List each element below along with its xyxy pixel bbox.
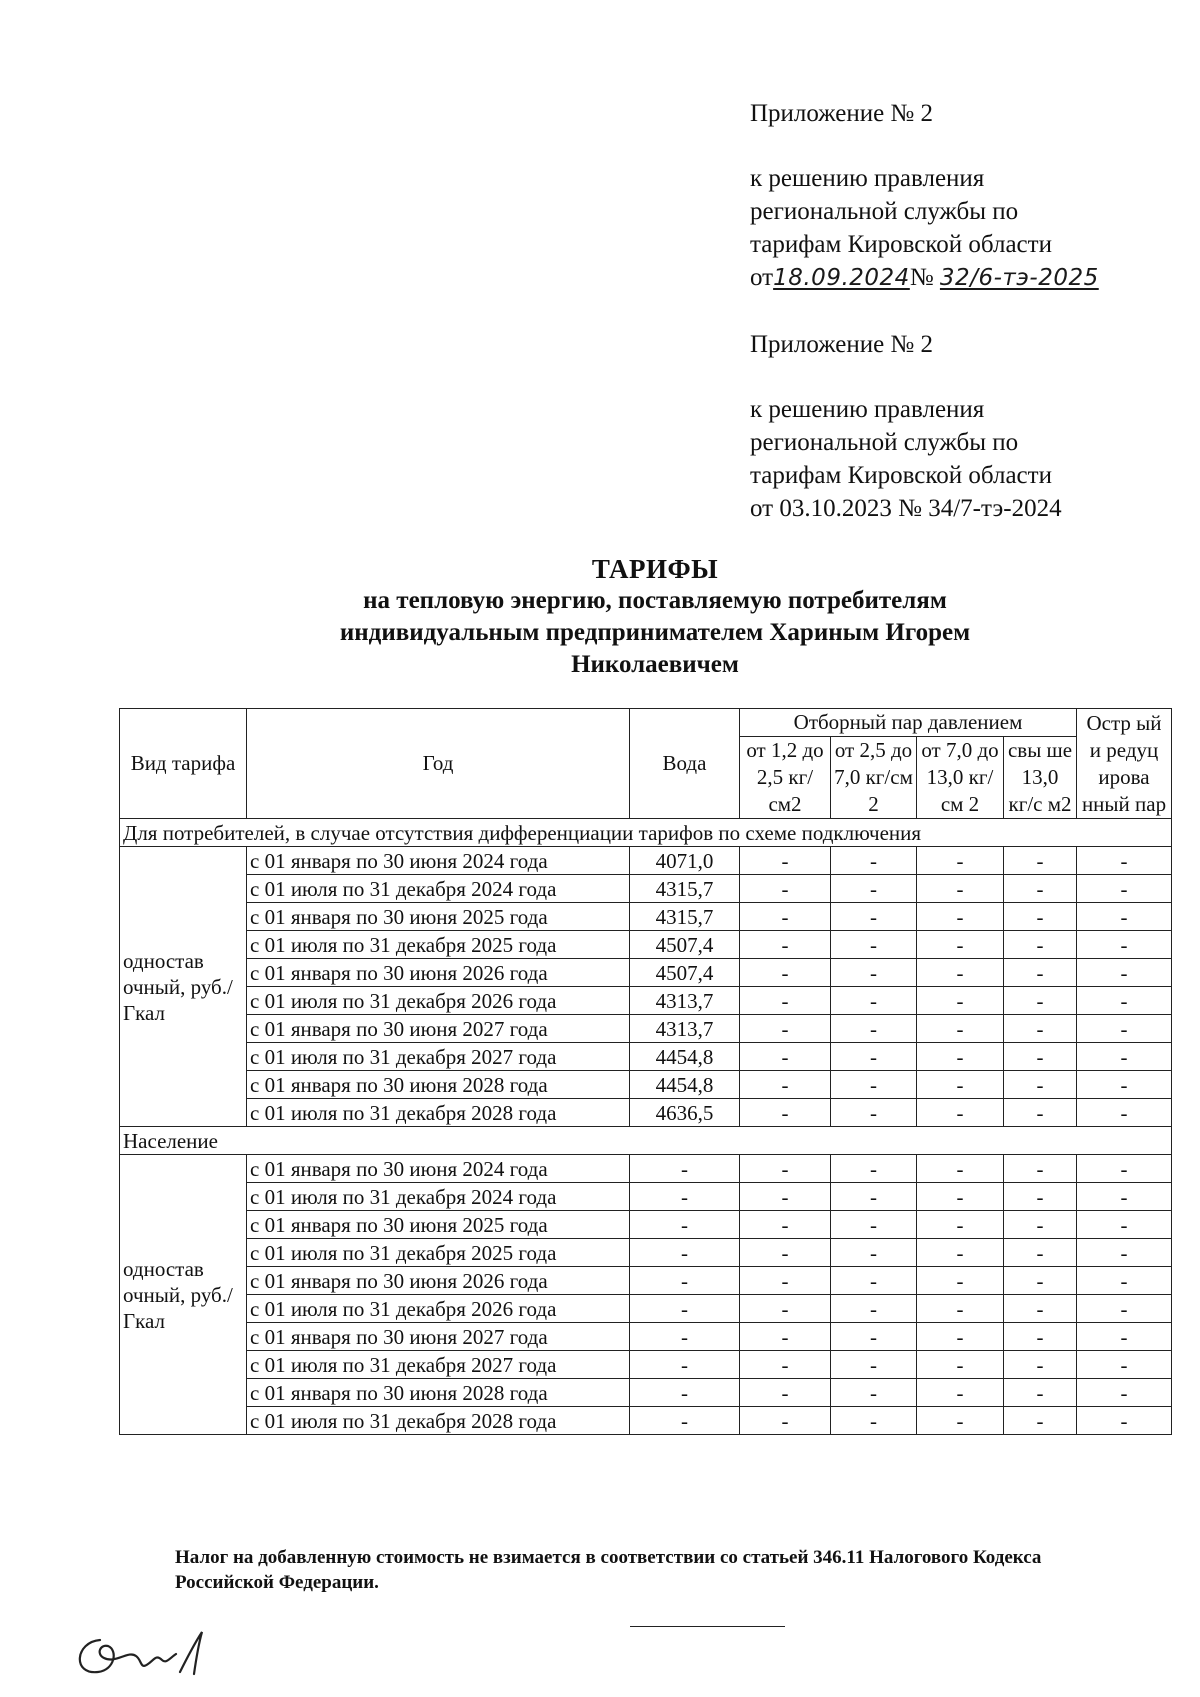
header-steam-4: свы ше 13,0 кг/с м2	[1004, 737, 1077, 819]
sharp-steam-cell: -	[1077, 1239, 1172, 1267]
water-cell: -	[630, 1155, 740, 1183]
water-cell: -	[630, 1379, 740, 1407]
table-row	[120, 1015, 1172, 1043]
period-cell: с 01 января по 30 июня 2025 года	[247, 1211, 630, 1239]
steam-1-cell: -	[740, 1099, 831, 1127]
steam-3-cell: -	[917, 1043, 1004, 1071]
title-line: индивидуальным предпринимателем Хариным Игорем	[339, 619, 971, 646]
header-steam-1: от 1,2 до 2,5 кг/см2	[740, 737, 831, 819]
table-row	[120, 875, 1172, 903]
header-steam-2: от 2,5 до 7,0 кг/см 2	[831, 737, 917, 819]
steam-4-cell: -	[1004, 1211, 1077, 1239]
tariff-kind-cell: одностав очный, руб./Гкал	[120, 847, 247, 1127]
steam-1-cell: -	[740, 1379, 831, 1407]
steam-4-cell: -	[1004, 1071, 1077, 1099]
steam-3-cell: -	[917, 903, 1004, 931]
steam-3-cell: -	[917, 1239, 1004, 1267]
footnote-line: Налог на добавленную стоимость не взимается в соответствии со статьей 346.11 Налогового Кодекса	[175, 1547, 1042, 1568]
annex-line: тарифам Кировской области	[750, 462, 1052, 489]
header-steam-group: Отборный пар давлением	[740, 709, 1077, 737]
title-line: Николаевичем	[571, 651, 739, 678]
table-row	[120, 1407, 1172, 1435]
table-row	[120, 1351, 1172, 1379]
annex-date-line	[750, 261, 1170, 295]
steam-1-cell: -	[740, 1183, 831, 1211]
steam-1-cell: -	[740, 1239, 831, 1267]
section-general	[120, 819, 1172, 1127]
annex-line: к решению правления	[750, 396, 985, 423]
steam-2-cell: -	[831, 1211, 917, 1239]
table-row	[120, 1239, 1172, 1267]
table-row	[120, 903, 1172, 931]
section-title: Для потребителей, в случае отсутствия дифференциации тарифов по схеме подключения	[120, 819, 1172, 847]
steam-4-cell: -	[1004, 931, 1077, 959]
number-prefix: №	[909, 264, 934, 291]
steam-1-cell: -	[740, 847, 831, 875]
section-title: Население	[120, 1127, 1172, 1155]
period-cell: с 01 июля по 31 декабря 2025 года	[247, 1239, 630, 1267]
annex-line: к решению правления	[750, 165, 985, 192]
water-cell: 4071,0	[630, 847, 740, 875]
steam-1-cell: -	[740, 1071, 831, 1099]
table-row	[120, 1071, 1172, 1099]
tariff-kind-cell: одностав очный, руб./Гкал	[120, 1155, 247, 1435]
period-cell: с 01 июля по 31 декабря 2024 года	[247, 1183, 630, 1211]
sharp-steam-cell: -	[1077, 1379, 1172, 1407]
period-cell: с 01 января по 30 июня 2026 года	[247, 959, 630, 987]
steam-4-cell: -	[1004, 1267, 1077, 1295]
steam-3-cell: -	[917, 1211, 1004, 1239]
annex-line: региональной службы по	[750, 429, 1019, 456]
steam-3-cell: -	[917, 1015, 1004, 1043]
steam-3-cell: -	[917, 1099, 1004, 1127]
steam-2-cell: -	[831, 959, 917, 987]
steam-1-cell: -	[740, 1043, 831, 1071]
steam-1-cell: -	[740, 931, 831, 959]
water-cell: -	[630, 1323, 740, 1351]
sharp-steam-cell: -	[1077, 1071, 1172, 1099]
steam-4-cell: -	[1004, 1239, 1077, 1267]
water-cell: -	[630, 1183, 740, 1211]
steam-4-cell: -	[1004, 1323, 1077, 1351]
period-cell: с 01 января по 30 июня 2024 года	[247, 1155, 630, 1183]
header-kind: Вид тарифа	[120, 709, 247, 819]
steam-2-cell: -	[831, 1155, 917, 1183]
period-cell: с 01 июля по 31 декабря 2027 года	[247, 1351, 630, 1379]
steam-2-cell: -	[831, 1407, 917, 1435]
steam-4-cell: -	[1004, 1351, 1077, 1379]
steam-1-cell: -	[740, 1267, 831, 1295]
steam-4-cell: -	[1004, 875, 1077, 903]
steam-3-cell: -	[917, 1379, 1004, 1407]
steam-3-cell: -	[917, 1267, 1004, 1295]
steam-2-cell: -	[831, 987, 917, 1015]
steam-1-cell: -	[740, 875, 831, 903]
sharp-steam-cell: -	[1077, 987, 1172, 1015]
handwritten-number: 32/6-тэ-2025	[939, 265, 1099, 291]
sharp-steam-cell: -	[1077, 1323, 1172, 1351]
steam-4-cell: -	[1004, 1043, 1077, 1071]
steam-2-cell: -	[831, 931, 917, 959]
steam-3-cell: -	[917, 1323, 1004, 1351]
water-cell: -	[630, 1407, 740, 1435]
water-cell: -	[630, 1211, 740, 1239]
steam-4-cell: -	[1004, 1407, 1077, 1435]
steam-4-cell: -	[1004, 1099, 1077, 1127]
table-row	[120, 1211, 1172, 1239]
steam-4-cell: -	[1004, 1295, 1077, 1323]
steam-1-cell: -	[740, 959, 831, 987]
steam-1-cell: -	[740, 1295, 831, 1323]
steam-2-cell: -	[831, 1267, 917, 1295]
annex-line: региональной службы по	[750, 198, 1019, 225]
steam-1-cell: -	[740, 987, 831, 1015]
sharp-steam-cell: -	[1077, 1295, 1172, 1323]
period-cell: с 01 июля по 31 декабря 2027 года	[247, 1043, 630, 1071]
period-cell: с 01 января по 30 июня 2025 года	[247, 903, 630, 931]
steam-1-cell: -	[740, 903, 831, 931]
signature-initials-icon	[70, 1620, 220, 1690]
sharp-steam-cell: -	[1077, 903, 1172, 931]
title-line: на тепловую энергию, поставляемую потребителям	[363, 587, 947, 614]
steam-4-cell: -	[1004, 987, 1077, 1015]
table-row	[120, 1379, 1172, 1407]
period-cell: с 01 января по 30 июня 2026 года	[247, 1267, 630, 1295]
header-water: Вода	[630, 709, 740, 819]
sharp-steam-cell: -	[1077, 847, 1172, 875]
annex-line: от 03.10.2023 № 34/7-тэ-2024	[750, 495, 1062, 522]
table-row	[120, 959, 1172, 987]
sharp-steam-cell: -	[1077, 1099, 1172, 1127]
annex-header-previous	[750, 328, 1170, 525]
steam-3-cell: -	[917, 1071, 1004, 1099]
water-cell: -	[630, 1267, 740, 1295]
footnote-line: Российской Федерации.	[175, 1572, 379, 1593]
steam-3-cell: -	[917, 875, 1004, 903]
table-row	[120, 1043, 1172, 1071]
steam-3-cell: -	[917, 987, 1004, 1015]
steam-3-cell: -	[917, 847, 1004, 875]
steam-4-cell: -	[1004, 1155, 1077, 1183]
title-main: ТАРИФЫ	[591, 554, 719, 584]
period-cell: с 01 января по 30 июня 2028 года	[247, 1071, 630, 1099]
annex-header-current	[750, 97, 1170, 295]
annex-heading: Приложение № 2	[750, 100, 934, 127]
sharp-steam-cell: -	[1077, 1407, 1172, 1435]
steam-2-cell: -	[831, 1043, 917, 1071]
water-cell: 4636,5	[630, 1099, 740, 1127]
water-cell: 4454,8	[630, 1043, 740, 1071]
sharp-steam-cell: -	[1077, 959, 1172, 987]
sharp-steam-cell: -	[1077, 1183, 1172, 1211]
steam-4-cell: -	[1004, 1015, 1077, 1043]
period-cell: с 01 июля по 31 декабря 2028 года	[247, 1407, 630, 1435]
steam-1-cell: -	[740, 1351, 831, 1379]
steam-2-cell: -	[831, 1071, 917, 1099]
steam-3-cell: -	[917, 959, 1004, 987]
table-row	[120, 931, 1172, 959]
steam-4-cell: -	[1004, 1379, 1077, 1407]
steam-2-cell: -	[831, 903, 917, 931]
period-cell: с 01 января по 30 июня 2024 года	[247, 847, 630, 875]
steam-4-cell: -	[1004, 959, 1077, 987]
document-title	[120, 553, 1190, 681]
sharp-steam-cell: -	[1077, 1015, 1172, 1043]
sharp-steam-cell: -	[1077, 1155, 1172, 1183]
period-cell: с 01 января по 30 июня 2027 года	[247, 1015, 630, 1043]
water-cell: -	[630, 1239, 740, 1267]
steam-2-cell: -	[831, 1099, 917, 1127]
steam-2-cell: -	[831, 1323, 917, 1351]
period-cell: с 01 июля по 31 декабря 2025 года	[247, 931, 630, 959]
steam-1-cell: -	[740, 1211, 831, 1239]
sharp-steam-cell: -	[1077, 931, 1172, 959]
steam-1-cell: -	[740, 1407, 831, 1435]
steam-4-cell: -	[1004, 903, 1077, 931]
steam-4-cell: -	[1004, 1183, 1077, 1211]
steam-2-cell: -	[831, 875, 917, 903]
steam-3-cell: -	[917, 1155, 1004, 1183]
steam-2-cell: -	[831, 1239, 917, 1267]
table-row	[120, 1295, 1172, 1323]
steam-1-cell: -	[740, 1155, 831, 1183]
steam-3-cell: -	[917, 1295, 1004, 1323]
table-row	[120, 987, 1172, 1015]
water-cell: -	[630, 1351, 740, 1379]
steam-1-cell: -	[740, 1015, 831, 1043]
vat-footnote	[175, 1545, 1175, 1595]
water-cell: 4315,7	[630, 903, 740, 931]
handwritten-date: 18.09.2024	[773, 265, 910, 291]
water-cell: 4313,7	[630, 1015, 740, 1043]
steam-2-cell: -	[831, 847, 917, 875]
header-steam-3: от 7,0 до 13,0 кг/см 2	[917, 737, 1004, 819]
table-row	[120, 1155, 1172, 1183]
steam-3-cell: -	[917, 1351, 1004, 1379]
table-row	[120, 1099, 1172, 1127]
water-cell: 4507,4	[630, 931, 740, 959]
table-row	[120, 1323, 1172, 1351]
annex-heading: Приложение № 2	[750, 331, 934, 358]
sharp-steam-cell: -	[1077, 1267, 1172, 1295]
water-cell: 4315,7	[630, 875, 740, 903]
sharp-steam-cell: -	[1077, 1211, 1172, 1239]
steam-2-cell: -	[831, 1351, 917, 1379]
annex-line: тарифам Кировской области	[750, 231, 1052, 258]
header-year: Год	[247, 709, 630, 819]
steam-3-cell: -	[917, 931, 1004, 959]
period-cell: с 01 июля по 31 декабря 2026 года	[247, 987, 630, 1015]
period-cell: с 01 июля по 31 декабря 2026 года	[247, 1295, 630, 1323]
steam-4-cell: -	[1004, 847, 1077, 875]
steam-2-cell: -	[831, 1379, 917, 1407]
period-cell: с 01 июля по 31 декабря 2024 года	[247, 875, 630, 903]
table-row	[120, 1267, 1172, 1295]
tariff-table	[119, 708, 1172, 1435]
sharp-steam-cell: -	[1077, 1043, 1172, 1071]
steam-3-cell: -	[917, 1183, 1004, 1211]
section-population	[120, 1127, 1172, 1435]
steam-2-cell: -	[831, 1015, 917, 1043]
steam-2-cell: -	[831, 1183, 917, 1211]
steam-2-cell: -	[831, 1295, 917, 1323]
sharp-steam-cell: -	[1077, 1351, 1172, 1379]
water-cell: 4313,7	[630, 987, 740, 1015]
table-row	[120, 847, 1172, 875]
end-divider	[630, 1626, 785, 1627]
period-cell: с 01 июля по 31 декабря 2028 года	[247, 1099, 630, 1127]
sharp-steam-cell: -	[1077, 875, 1172, 903]
water-cell: 4507,4	[630, 959, 740, 987]
water-cell: -	[630, 1295, 740, 1323]
steam-3-cell: -	[917, 1407, 1004, 1435]
table-row	[120, 1183, 1172, 1211]
date-prefix: от	[750, 264, 774, 291]
steam-1-cell: -	[740, 1323, 831, 1351]
period-cell: с 01 января по 30 июня 2028 года	[247, 1379, 630, 1407]
period-cell: с 01 января по 30 июня 2027 года	[247, 1323, 630, 1351]
water-cell: 4454,8	[630, 1071, 740, 1099]
header-sharp-steam: Остр ый и редуц ирова нный пар	[1077, 709, 1172, 819]
